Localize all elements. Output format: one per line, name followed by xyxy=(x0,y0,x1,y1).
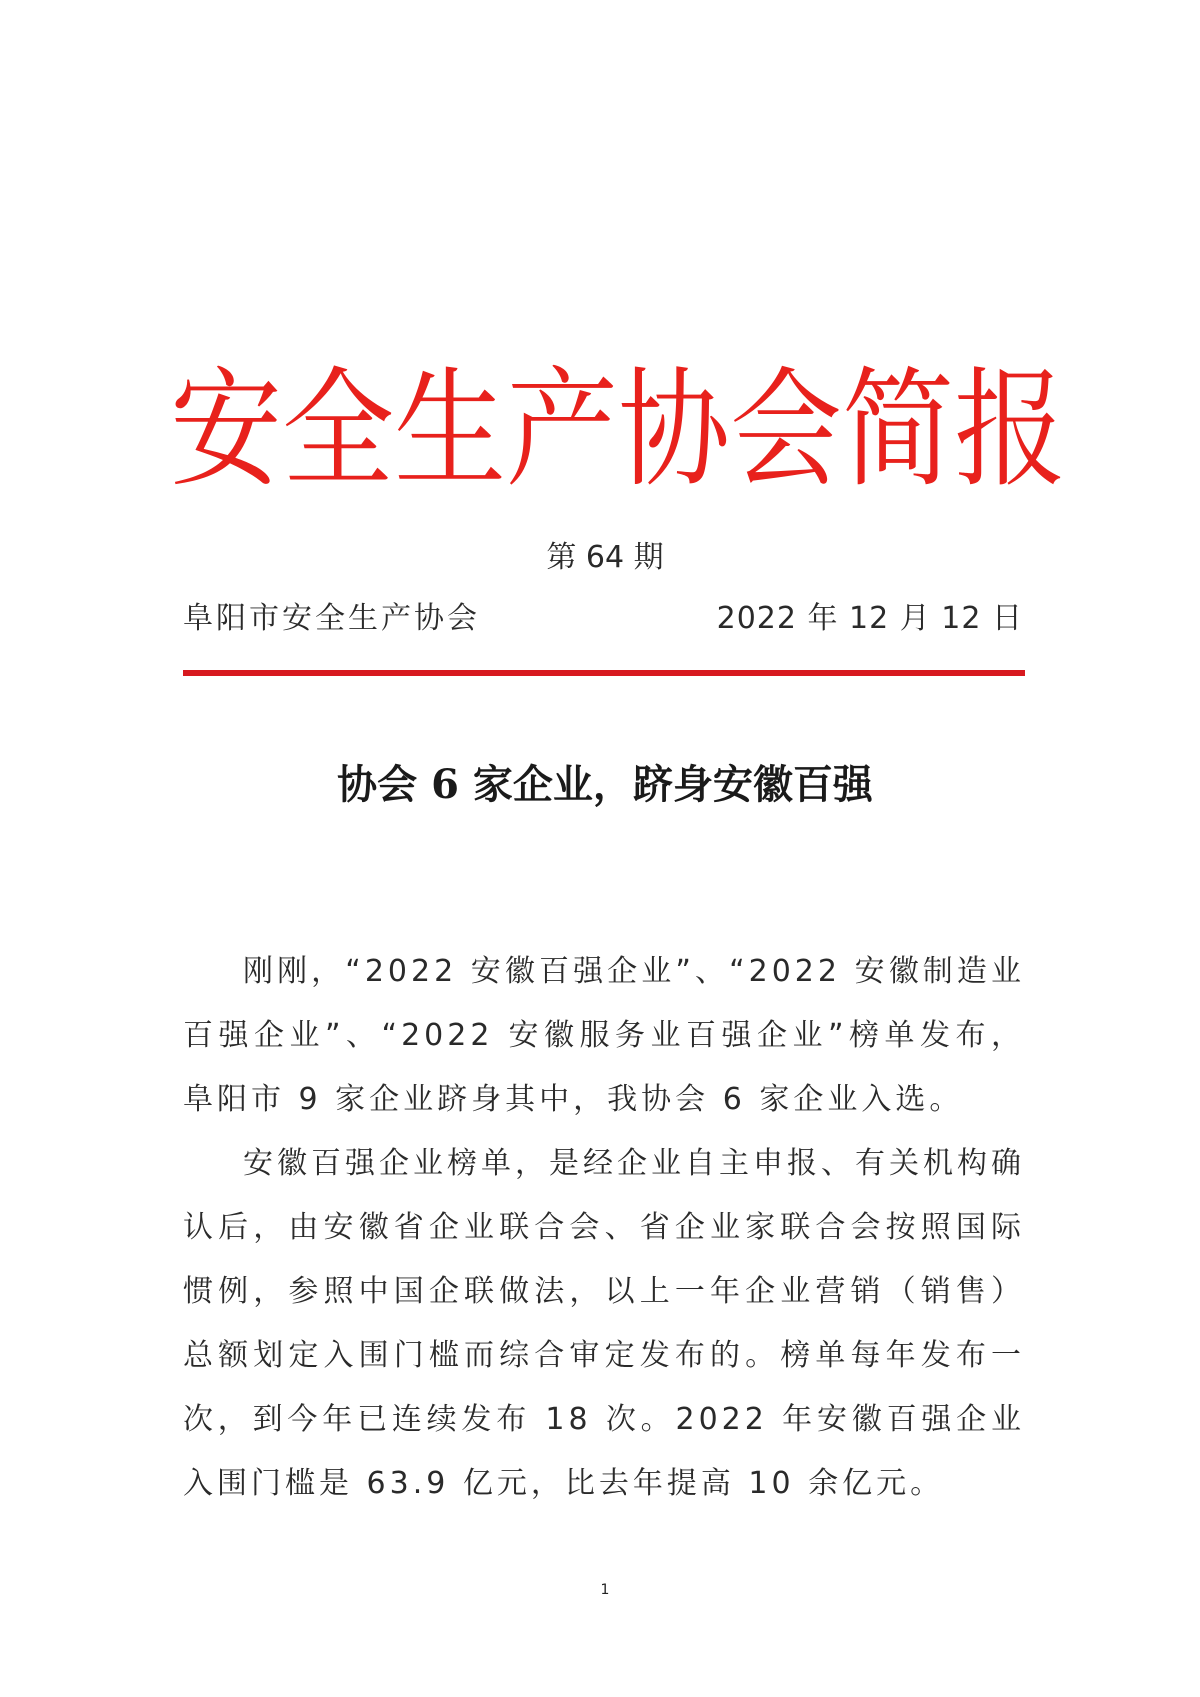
page-number: 1 xyxy=(600,1582,610,1598)
article-paragraph-1: 刚刚，“2022 安徽百强企业”、“2022 安徽制造业百强企业”、“2022 安徽服务业百强企业”榜单发布，阜阳市 9 家企业跻身其中，我协会 6 家企业入选。 xyxy=(183,954,1025,1117)
publisher-organization: 阜阳市安全生产协会 xyxy=(183,601,480,636)
article-title: 协会 6 家企业，跻身安徽百强 xyxy=(337,761,873,808)
masthead-title: 安全生产协会简报 xyxy=(170,355,1066,506)
masthead-divider-rule xyxy=(183,670,1025,676)
masthead-meta-row xyxy=(183,597,1023,641)
article-body xyxy=(183,940,1025,1516)
article-paragraph-2: 安徽百强企业榜单，是经企业自主申报、有关机构确认后，由安徽省企业联合会、省企业家联合会按照国际惯例，参照中国企联做法，以上一年企业营销（销售）总额划定入围门槛而综合审定发布的。榜单每年发布一次，到今年已连续发布 18 次。2022 年安徽百强企业入围门槛是 63.9 亿元，比去年提高 10 余亿元。 xyxy=(183,1146,1025,1501)
issue-number: 第 64 期 xyxy=(546,540,664,575)
publish-date: 2022 年 12 月 12 日 xyxy=(716,601,1023,636)
